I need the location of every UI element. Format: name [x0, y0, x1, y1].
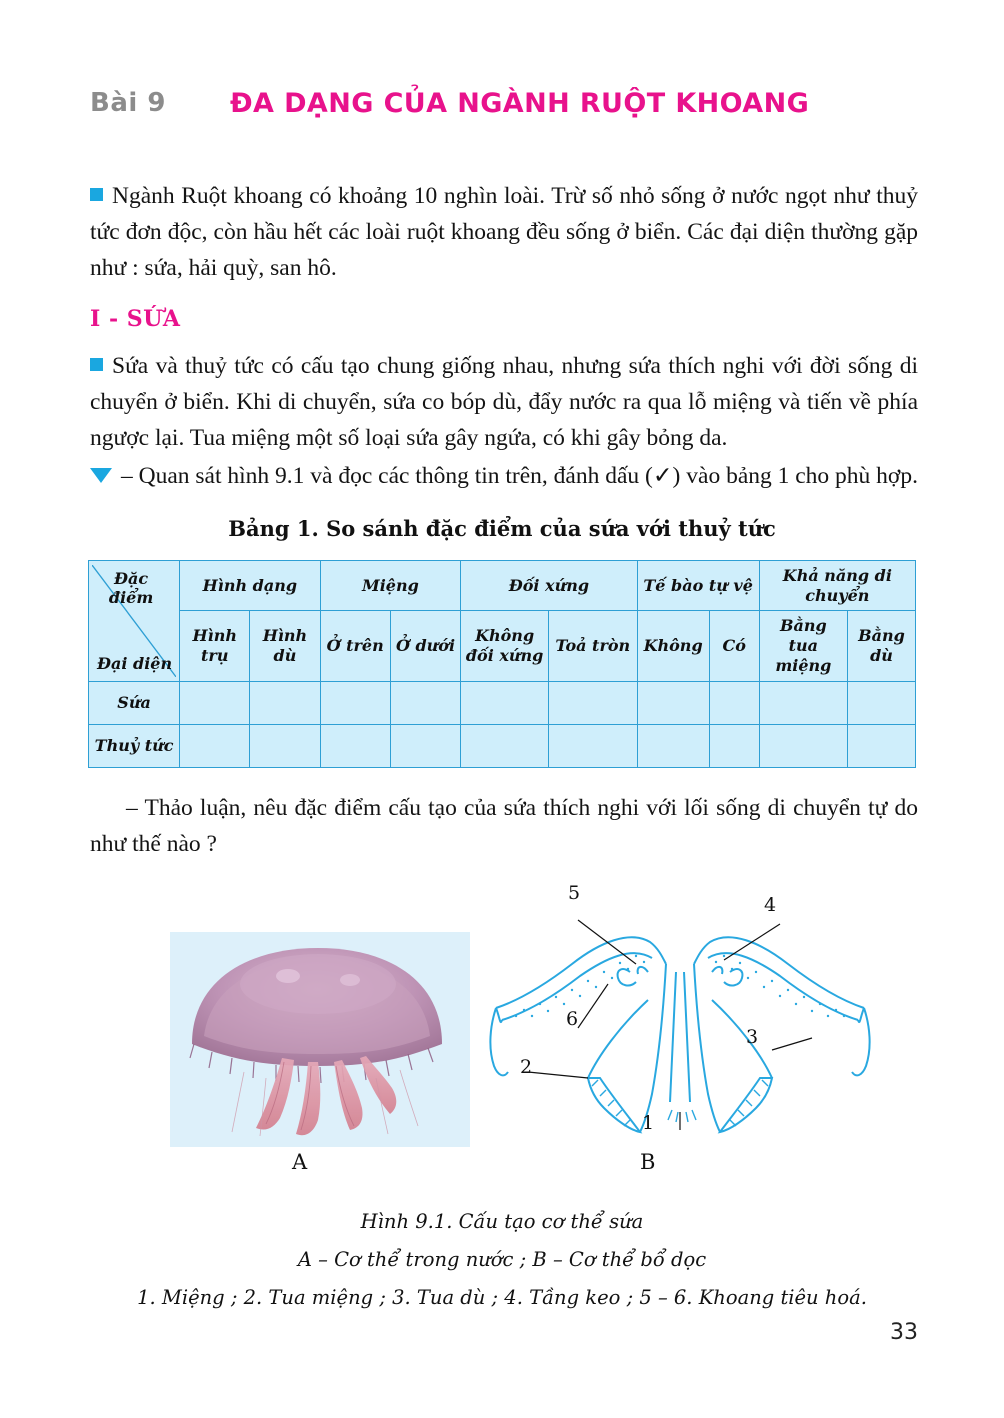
table-group-header: Tế bào tự vệ — [637, 561, 759, 611]
table-row-label: Sứa — [89, 682, 180, 725]
figure-number-6: 6 — [566, 1008, 579, 1030]
table-sub-header: Ở dưới — [390, 611, 460, 682]
table-corner-top-label: Đặc điểm — [108, 569, 154, 607]
table-sub-header: Hình dù — [250, 611, 320, 682]
figure-caption-line-3: 1. Miệng ; 2. Tua miệng ; 3. Tua dù ; 4. Tầng keo ; 5 – 6. Khoang tiêu hoá. — [137, 1286, 867, 1309]
jellyfish-photo — [170, 932, 470, 1147]
table-corner-bottom-label: Đại diện — [97, 654, 173, 673]
table-cell[interactable] — [709, 725, 759, 768]
jellyfish-section-diagram — [480, 880, 880, 1170]
table-cell[interactable] — [549, 682, 638, 725]
section-heading: I - SỨA — [90, 306, 181, 332]
figure-caption-line-2: A – Cơ thể trong nước ; B – Cơ thể bổ dọc — [297, 1248, 707, 1271]
page-number: 33 — [890, 1320, 918, 1345]
figure-number-4: 4 — [764, 894, 777, 916]
table-group-header: Đối xứng — [461, 561, 637, 611]
table-cell[interactable] — [461, 682, 549, 725]
figure-label-b: B — [640, 1150, 656, 1174]
section-paragraph-1 — [90, 348, 918, 456]
jellyfish-section-illustration — [480, 880, 880, 1170]
table-group-header: Khả năng di chuyển — [759, 561, 915, 611]
section-paragraph-1-text: Sứa và thuỷ tức có cấu tạo chung giống nhau, nhưng sứa thích nghi với đời sống di chuyển ở biển. Khi di chuyển, sứa co bóp dù, đẩy nước ra qua lỗ miệng và tiến về phía ngược lại. Tua miệng một số loại sứa gây ngứa, có khi gây bỏng da. — [90, 353, 918, 451]
table-cell[interactable] — [549, 725, 638, 768]
table-cell[interactable] — [250, 682, 320, 725]
page-header — [90, 88, 920, 132]
table-sub-header: Có — [709, 611, 759, 682]
bullet-square-icon — [90, 188, 103, 201]
table-cell[interactable] — [390, 725, 460, 768]
table-row — [89, 682, 916, 725]
table-cell[interactable] — [637, 682, 709, 725]
table-cell[interactable] — [390, 682, 460, 725]
table-cell[interactable] — [180, 725, 250, 768]
task-1-text: – Quan sát hình 9.1 và đọc các thông tin trên, đánh dấu (✓) vào bảng 1 cho phù hợp. — [121, 463, 918, 489]
table-group-header-row — [89, 561, 916, 611]
table-sub-header: Ở trên — [320, 611, 390, 682]
figure-number-2: 2 — [520, 1056, 533, 1078]
triangle-bullet-icon — [90, 468, 112, 483]
table-sub-header: Bằng tua miệng — [759, 611, 847, 682]
figure-number-1: 1 — [642, 1112, 655, 1134]
table-sub-header: Toả tròn — [549, 611, 638, 682]
table-corner-cell — [89, 561, 180, 682]
table-cell[interactable] — [180, 682, 250, 725]
table-row — [89, 725, 916, 768]
table-cell[interactable] — [320, 682, 390, 725]
table-sub-header: Không — [637, 611, 709, 682]
intro-paragraph-text: Ngành Ruột khoang có khoảng 10 nghìn loài. Trừ số nhỏ sống ở nước ngọt như thuỷ tức đơn độc, còn hầu hết các loài ruột khoang đều sống ở biển. Các đại diện thường gặp như : sứa, hải quỳ, san hô. — [90, 183, 918, 281]
table-sub-header: Hình trụ — [180, 611, 250, 682]
figure-caption-line-1: Hình 9.1. Cấu tạo cơ thể sứa — [360, 1210, 644, 1233]
table-cell[interactable] — [847, 725, 915, 768]
figure-number-5: 5 — [568, 882, 581, 904]
task-1 — [90, 458, 918, 494]
table-cell[interactable] — [709, 682, 759, 725]
table-sub-header: Không đối xứng — [461, 611, 549, 682]
table-cell[interactable] — [759, 725, 847, 768]
table-cell[interactable] — [637, 725, 709, 768]
comparison-table — [88, 560, 916, 768]
table-group-header: Miệng — [320, 561, 461, 611]
jellyfish-photo-illustration — [170, 932, 470, 1147]
intro-paragraph — [90, 178, 918, 286]
table-cell[interactable] — [847, 682, 915, 725]
figure-number-3: 3 — [746, 1026, 759, 1048]
table-cell[interactable] — [759, 682, 847, 725]
table-cell[interactable] — [250, 725, 320, 768]
bullet-square-icon — [90, 358, 103, 371]
table-cell[interactable] — [461, 725, 549, 768]
task-2-text: – Thảo luận, nêu đặc điểm cấu tạo của sứa thích nghi với lối sống di chuyển tự do như thế nào ? — [90, 795, 918, 857]
table-group-header: Hình dạng — [180, 561, 320, 611]
table-cell[interactable] — [320, 725, 390, 768]
table-caption: Bảng 1. So sánh đặc điểm của sứa với thuỷ tức — [228, 516, 776, 541]
lesson-label: Bài 9 — [90, 88, 166, 118]
table-sub-header: Bằng dù — [847, 611, 915, 682]
page-title: ĐA DẠNG CỦA NGÀNH RUỘT KHOANG — [230, 88, 810, 119]
table-row-label: Thuỷ tức — [89, 725, 180, 768]
figure-label-a: A — [292, 1150, 308, 1174]
task-2 — [90, 790, 918, 862]
table-sub-header-row — [89, 611, 916, 682]
